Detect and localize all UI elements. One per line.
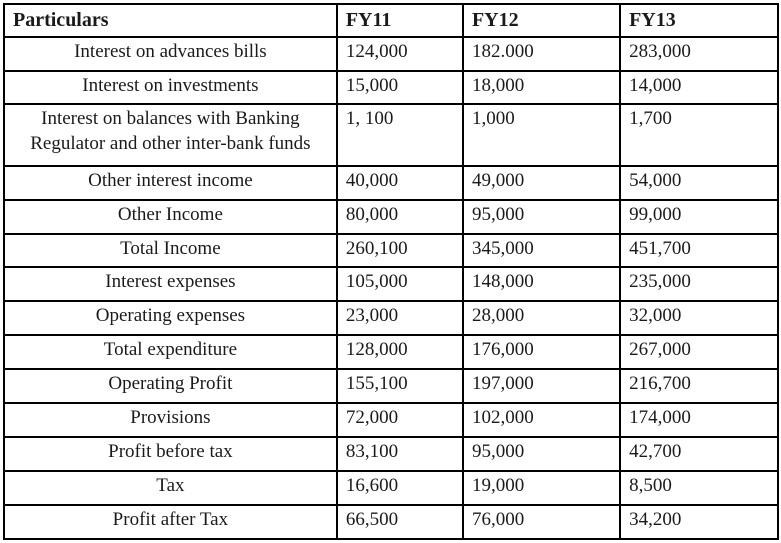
particulars-cell: Operating Profit <box>4 369 337 403</box>
value-cell: 8,500 <box>620 471 778 505</box>
value-cell: 83,100 <box>337 437 463 471</box>
particulars-cell: Interest on balances with Banking Regulator and other inter-bank funds <box>4 104 337 165</box>
particulars-cell: Interest expenses <box>4 267 337 301</box>
value-cell: 148,000 <box>463 267 620 301</box>
value-cell: 54,000 <box>620 166 778 200</box>
column-header-fy12: FY12 <box>463 4 620 37</box>
particulars-cell: Tax <box>4 471 337 505</box>
value-cell: 345,000 <box>463 234 620 268</box>
particulars-cell: Profit after Tax <box>4 505 337 539</box>
value-cell: 34,200 <box>620 505 778 539</box>
value-cell: 32,000 <box>620 301 778 335</box>
table-row <box>4 437 778 471</box>
particulars-cell: Total expenditure <box>4 335 337 369</box>
particulars-cell: Interest on advances bills <box>4 37 337 71</box>
value-cell: 235,000 <box>620 267 778 301</box>
value-cell: 40,000 <box>337 166 463 200</box>
value-cell: 66,500 <box>337 505 463 539</box>
table-row <box>4 369 778 403</box>
particulars-cell: Other interest income <box>4 166 337 200</box>
table-row <box>4 234 778 268</box>
table-row <box>4 471 778 505</box>
value-cell: 1,700 <box>620 104 778 165</box>
value-cell: 49,000 <box>463 166 620 200</box>
value-cell: 14,000 <box>620 71 778 105</box>
value-cell: 19,000 <box>463 471 620 505</box>
value-cell: 99,000 <box>620 200 778 234</box>
value-cell: 283,000 <box>620 37 778 71</box>
column-header-particulars: Particulars <box>4 4 337 37</box>
table-row <box>4 267 778 301</box>
table-row <box>4 335 778 369</box>
value-cell: 451,700 <box>620 234 778 268</box>
value-cell: 267,000 <box>620 335 778 369</box>
value-cell: 128,000 <box>337 335 463 369</box>
value-cell: 105,000 <box>337 267 463 301</box>
table-row <box>4 104 778 165</box>
value-cell: 182.000 <box>463 37 620 71</box>
value-cell: 76,000 <box>463 505 620 539</box>
value-cell: 16,600 <box>337 471 463 505</box>
value-cell: 176,000 <box>463 335 620 369</box>
particulars-cell: Other Income <box>4 200 337 234</box>
table-row <box>4 166 778 200</box>
value-cell: 260,100 <box>337 234 463 268</box>
value-cell: 155,100 <box>337 369 463 403</box>
value-cell: 102,000 <box>463 403 620 437</box>
particulars-cell: Provisions <box>4 403 337 437</box>
value-cell: 42,700 <box>620 437 778 471</box>
value-cell: 95,000 <box>463 200 620 234</box>
value-cell: 18,000 <box>463 71 620 105</box>
value-cell: 124,000 <box>337 37 463 71</box>
column-header-fy13: FY13 <box>620 4 778 37</box>
table-body <box>4 37 778 539</box>
table-row <box>4 301 778 335</box>
table-row <box>4 403 778 437</box>
value-cell: 80,000 <box>337 200 463 234</box>
value-cell: 1, 100 <box>337 104 463 165</box>
particulars-cell: Operating expenses <box>4 301 337 335</box>
value-cell: 72,000 <box>337 403 463 437</box>
particulars-cell: Interest on investments <box>4 71 337 105</box>
header-row <box>4 4 778 37</box>
table-row <box>4 505 778 539</box>
particulars-cell: Total Income <box>4 234 337 268</box>
column-header-fy11: FY11 <box>337 4 463 37</box>
value-cell: 216,700 <box>620 369 778 403</box>
table-header <box>4 4 778 37</box>
value-cell: 197,000 <box>463 369 620 403</box>
value-cell: 15,000 <box>337 71 463 105</box>
value-cell: 1,000 <box>463 104 620 165</box>
table-row <box>4 71 778 105</box>
table-row <box>4 200 778 234</box>
particulars-cell: Profit before tax <box>4 437 337 471</box>
value-cell: 23,000 <box>337 301 463 335</box>
financial-statement-table <box>3 3 779 540</box>
value-cell: 95,000 <box>463 437 620 471</box>
table-row <box>4 37 778 71</box>
value-cell: 28,000 <box>463 301 620 335</box>
value-cell: 174,000 <box>620 403 778 437</box>
